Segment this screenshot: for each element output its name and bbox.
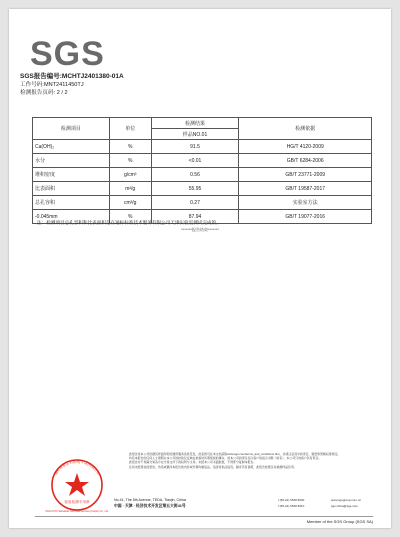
row-item: Ca(OH)₂ [33, 140, 110, 154]
sgs-logo [30, 35, 105, 76]
header-result: 检测结果 [151, 118, 239, 129]
row-result: 55.95 [151, 182, 239, 196]
terms-paragraph: 持有本报告的任何人士须明白本公司的检验仅反映在检验时所观察到的事实，而本公司的责任仅以客户的指示为限（如有），本公司只向客户负有责任。 [129, 456, 322, 461]
row-unit: % [109, 210, 151, 224]
report-number-label: SGS报告编号: [20, 73, 62, 80]
seal-star-icon [65, 473, 89, 496]
row-item: 堆积密度 [33, 168, 110, 182]
row-unit: m²/g [109, 182, 151, 196]
row-unit: cm³/g [109, 196, 151, 210]
footer-divider [35, 516, 373, 517]
report-number-line [20, 73, 124, 80]
email-link[interactable]: sgs.china@sgs.com [331, 504, 358, 508]
header-method: 检测依据 [239, 118, 372, 140]
fax-number: f (86-22) 6528 8010 [278, 504, 305, 508]
row-result: 87.94 [151, 210, 239, 224]
table-header-row [33, 118, 372, 129]
phone-number: t (86-22) 6528 8000 [278, 498, 305, 502]
seal-subtitle: SGS-CSTC Standards Technical Services (Tianjin) Co., Ltd. [45, 510, 109, 513]
address-english: No.41, The 5th Avenue, TEDA, Tianjin, China [114, 498, 186, 502]
end-of-report-mark: *******报告结束******* [181, 227, 219, 232]
row-result: 0.56 [151, 168, 239, 182]
row-result: <0.01 [151, 154, 239, 168]
table-note: 注：检测项目总孔容积和比表面积是在通标标准技术服务有限公司天津实验室测试完成的。 [37, 220, 221, 225]
report-number: MCHTJ2401380-01A [61, 73, 124, 80]
row-method: 实验室方法 [239, 196, 372, 210]
row-unit: g/cm³ [109, 168, 151, 182]
terms-text [129, 452, 375, 469]
address-chinese: 中国 · 天津 · 经济技术开发区第五大街41号 [114, 504, 186, 508]
row-item: 总孔容积 [33, 196, 110, 210]
row-item: 比表面积 [33, 182, 110, 196]
header-item: 检测项目 [33, 118, 110, 140]
seal-ring-text: 通标标准技术服务(天津)有限公司 [53, 459, 101, 476]
page-number: 2 / 2 [56, 90, 68, 96]
row-item: -0.045mm [33, 210, 110, 224]
row-unit: % [109, 140, 151, 154]
job-number-label: 工作号码: [20, 82, 44, 88]
row-result: 91.5 [151, 140, 239, 154]
seal-center-text: 检验检测专用章 [64, 500, 90, 504]
website-link[interactable]: www.sgsgroup.com.cn [331, 498, 362, 502]
row-method: GB/T 19077-2016 [239, 210, 372, 224]
sgs-group-member-text: Member of the SGS Group (SGS SA) [306, 519, 373, 524]
header-result-sample: 样品NO.01 [151, 129, 239, 140]
row-method: GB/T 23771-2009 [239, 168, 372, 182]
table-row [33, 140, 372, 154]
page-number-line [20, 90, 68, 97]
row-method: GB/T 6284-2006 [239, 154, 372, 168]
terms-paragraph: 此报告并不免除交易各方在交易文件下的权利与义务。未经本公司书面批准，不得部分复制本报告。 [129, 460, 257, 465]
terms-paragraph: 此报告是本公司依据其背面所附的通用服务条款签发，此条款可在本文档获取www.sgs.com/terms_and_conditions.htm，并请注意其中的责任、赔偿和管辖权等规定。 [129, 452, 341, 456]
row-item: 水分 [33, 154, 110, 168]
table-row [33, 196, 372, 210]
job-number-line [20, 82, 84, 89]
table-row [33, 168, 372, 182]
header-unit: 单位 [109, 118, 151, 140]
terms-paragraph: 任何未经授权的更改、伪造或篡改本报告的内容或外观均属违法，违者将依法追究。除非另有说明，此报告结果仅对被测样品负责。 [129, 464, 297, 469]
sgs-logo-text: SGS [30, 35, 105, 73]
row-method: GB/T 19587-2017 [239, 182, 372, 196]
job-number: MNT2411450TJ [43, 82, 84, 88]
company-seal [35, 457, 119, 513]
table-row [33, 182, 372, 196]
report-page [9, 9, 391, 528]
row-method: HG/T 4120-2009 [239, 140, 372, 154]
table-row [33, 154, 372, 168]
row-unit: % [109, 154, 151, 168]
row-result: 0.27 [151, 196, 239, 210]
page-number-label: 检测报告页码: [20, 90, 56, 96]
results-table [32, 117, 372, 224]
